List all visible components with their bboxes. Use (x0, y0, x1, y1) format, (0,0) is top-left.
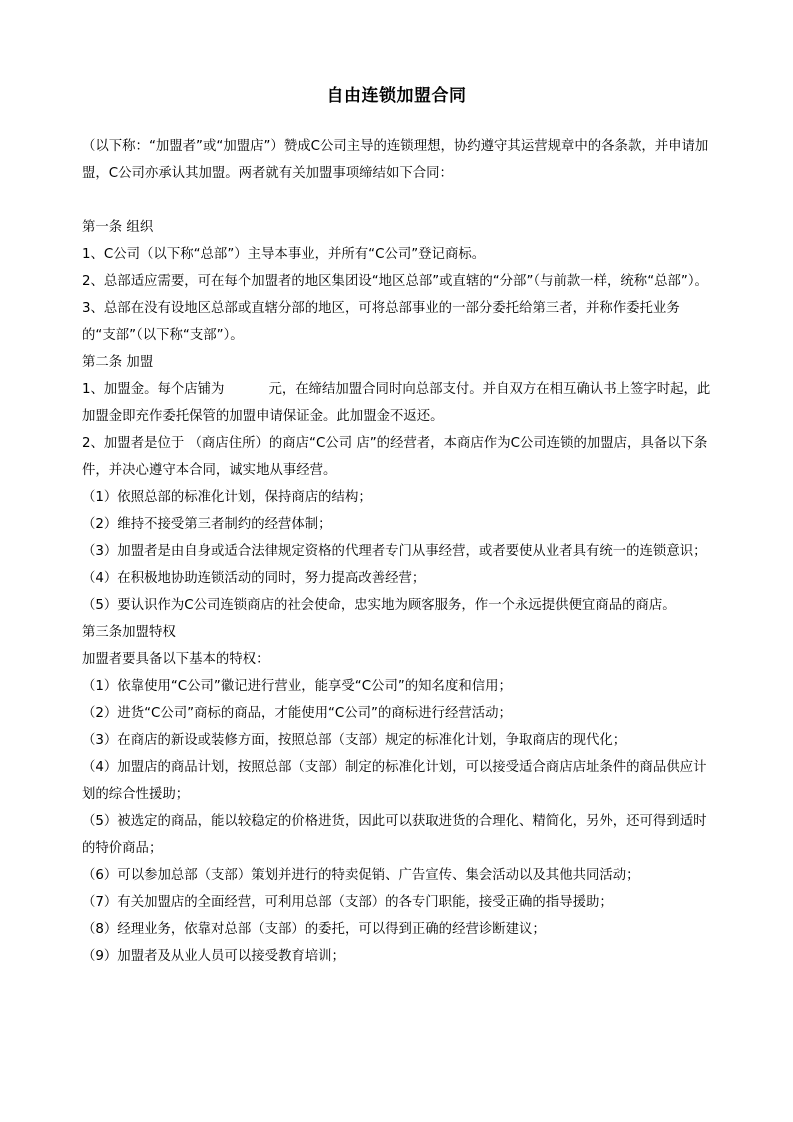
article-3-item-4: （4）加盟店的商品计划，按照总部（支部）制定的标准化计划，可以接受适合商店店址条件的商品供应计划的综合性援助； (82, 760, 707, 802)
article-1-heading: 第一条 组织 (82, 220, 154, 235)
article-2-clause-1 (82, 376, 712, 430)
article-1-clause-2: 2、总部适应需要，可在每个加盟者的地区集团设“地区总部”或直辖的“分部”（与前款一样，统称“总部”）。 (82, 274, 708, 289)
article-2-item-3: （3）加盟者是由自身或适合法律规定资格的代理者专门从事经营，或者要使从业者具有统一的连锁意识； (82, 544, 707, 559)
fee-text-before: 1、加盟金。每个店铺为 (82, 382, 225, 397)
article-2-item-5: （5）要认识作为C公司连锁商店的社会使命，忠实地为顾客服务，作一个永远提供便宜商品的商店。 (82, 598, 676, 613)
article-2-heading: 第二条 加盟 (82, 355, 154, 370)
fee-text-after: 元，在缔结加盟合同时向总部支付。并自双方在相互确认书上签字时起，此加盟金即充作委托保管的加盟申请保证金。此加盟金不返还。 (82, 382, 711, 424)
intro-paragraph: （以下称：“加盟者”或“加盟店”）赞成C公司主导的连锁理想，协约遵守其运营规章中的各条款，并申请加盟，C公司亦承认其加盟。两者就有关加盟事项缔结如下合同： (82, 139, 709, 181)
article-3-item-6: （6）可以参加总部（支部）策划并进行的特卖促销、广告宣传、集会活动以及其他共同活动； (82, 868, 640, 883)
article-3-item-2: （2）进货“C公司”商标的商品，才能使用“C公司”的商标进行经营活动； (82, 706, 512, 721)
article-2-clause-2: 2、加盟者是位于 （商店住所）的商店“C公司 店”的经营者，本商店作为C公司连锁的加盟店，具备以下条件，并决心遵守本合同，诚实地从事经营。 (82, 436, 708, 478)
article-3-item-1: （1）依靠使用“C公司”徽记进行营业，能享受“C公司”的知名度和信用； (82, 679, 512, 694)
article-3-lead: 加盟者要具备以下基本的特权： (82, 652, 270, 667)
article-3-item-3: （3）在商店的新设或装修方面，按照总部（支部）规定的标准化计划，争取商店的现代化； (82, 733, 627, 748)
document-body (82, 133, 712, 970)
article-3-item-7: （7）有关加盟店的全面经营，可利用总部（支部）的各专门职能，接受正确的指导援助； (82, 895, 613, 910)
article-2-item-2: （2）维持不接受第三者制约的经营体制； (82, 517, 332, 532)
article-2-item-4: （4）在积极地协助连锁活动的同时，努力提高改善经营； (82, 571, 426, 586)
article-3-item-9: （9）加盟者及从业人员可以接受教育培训； (82, 949, 345, 964)
article-3-heading: 第三条加盟特权 (82, 625, 176, 640)
article-1-clause-1: 1、C公司（以下称“总部”）主导本事业，并所有“C公司”登记商标。 (82, 247, 486, 262)
article-3-item-8: （8）经理业务，依靠对总部（支部）的委托，可以得到正确的经营诊断建议； (82, 922, 546, 937)
article-3-item-5: （5）被选定的商品，能以较稳定的价格进货，因此可以获取进货的合理化、精简化，另外，还可得到适时的特价商品； (82, 814, 707, 856)
article-2-item-1: （1）依照总部的标准化计划，保持商店的结构； (82, 490, 372, 505)
blank-line (82, 187, 712, 214)
article-1-clause-3: 3、总部在没有设地区总部或直辖分部的地区，可将总部事业的一部分委托给第三者，并称作委托业务的“支部”（以下称“支部”）。 (82, 301, 680, 343)
document-title: 自由连锁加盟合同 (326, 86, 467, 106)
